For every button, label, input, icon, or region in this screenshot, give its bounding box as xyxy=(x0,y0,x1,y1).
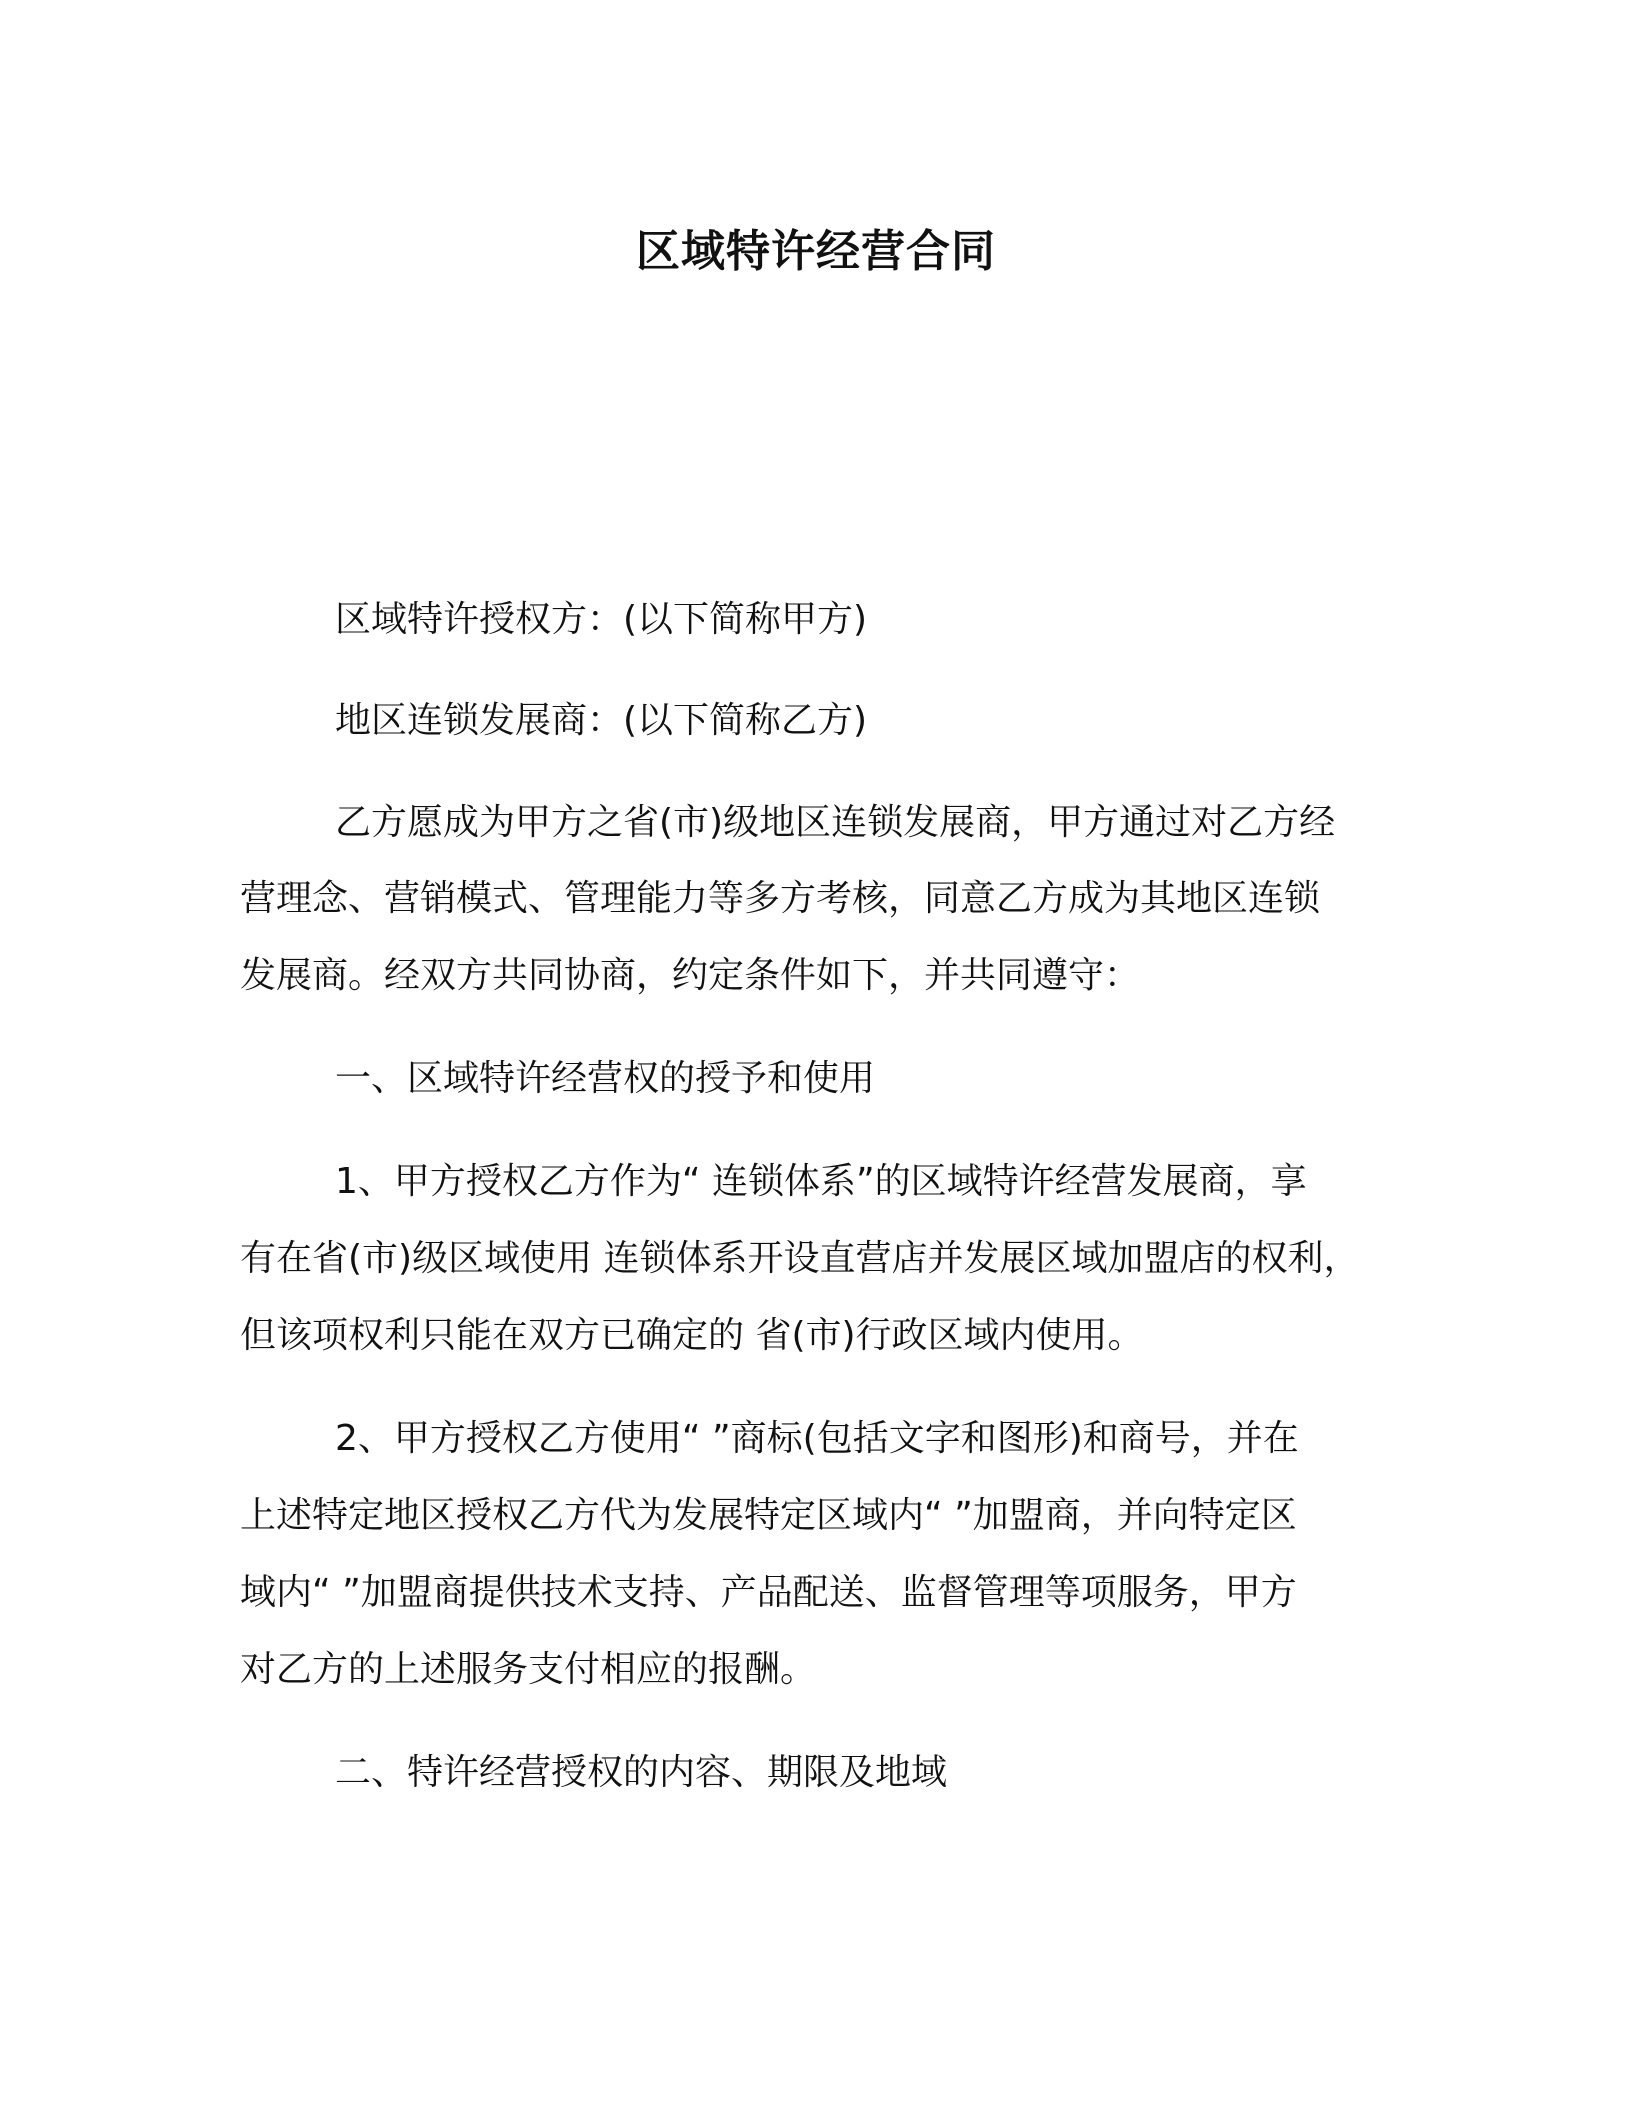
section-heading-1: 一、区域特许经营权的授予和使用 xyxy=(335,1058,876,1099)
preamble-line-3: 发展商。经双方共同协商，约定条件如下，并共同遵守： xyxy=(240,955,1141,996)
document-title: 区域特许经营合同 xyxy=(636,226,996,277)
clause-1-line-1: 1、甲方授权乙方作为“ 连锁体系”的区域特许经营发展商，享 xyxy=(335,1161,1307,1202)
clause-2-line-3: 域内“ ”加盟商提供技术支持、产品配送、监督管理等项服务，甲方 xyxy=(240,1572,1297,1613)
section-heading-2: 二、特许经营授权的内容、期限及地域 xyxy=(335,1752,948,1793)
clause-2-line-1: 2、甲方授权乙方使用“ ”商标(包括文字和图形)和商号，并在 xyxy=(335,1418,1299,1459)
clause-1-line-3: 但该项权利只能在双方已确定的 省(市)行政区域内使用。 xyxy=(240,1315,1144,1356)
clause-1-line-2: 有在省(市)级区域使用 连锁体系开设直营店并发展区域加盟店的权利， xyxy=(240,1238,1360,1279)
clause-2-line-4: 对乙方的上述服务支付相应的报酬。 xyxy=(240,1649,817,1690)
authorizer-line: 区域特许授权方：(以下简称甲方) xyxy=(335,599,868,640)
preamble-line-2: 营理念、营销模式、管理能力等多方考核，同意乙方成为其地区连锁 xyxy=(240,878,1321,919)
preamble-line-1: 乙方愿成为甲方之省(市)级地区连锁发展商，甲方通过对乙方经 xyxy=(335,802,1336,843)
clause-2-line-2: 上述特定地区授权乙方代为发展特定区域内“ ”加盟商，并向特定区 xyxy=(240,1495,1297,1536)
developer-line: 地区连锁发展商：(以下简称乙方) xyxy=(335,700,868,741)
